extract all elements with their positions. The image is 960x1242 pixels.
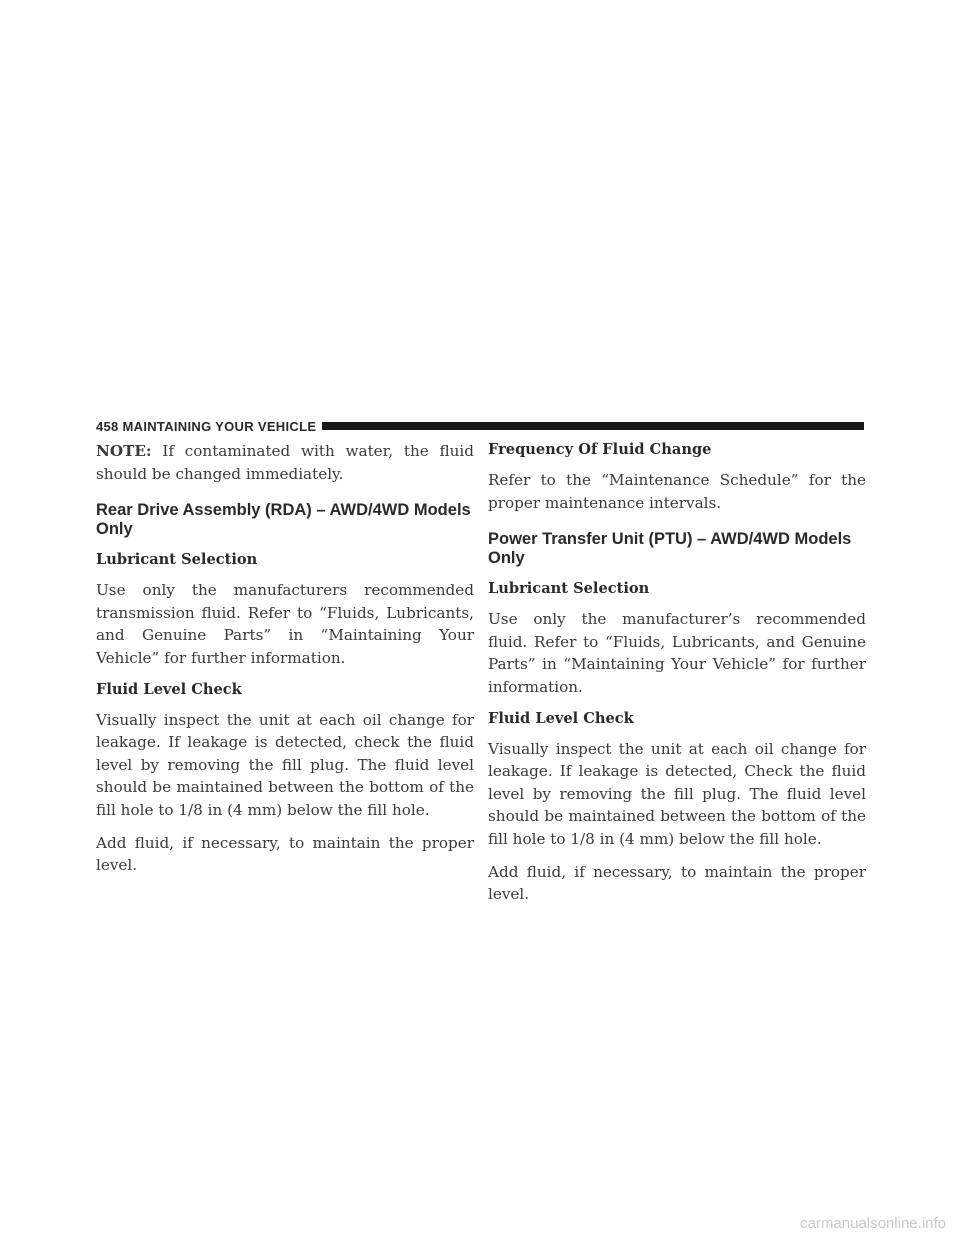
header-rule [322, 422, 864, 430]
note-paragraph [96, 440, 474, 485]
frequency-text: Refer to the “Maintenance Schedule” for the proper maintenance intervals. [488, 471, 866, 512]
watermark: carmanualsonline.info [800, 1215, 946, 1232]
right-column [488, 440, 866, 916]
ptu-fluid-check-text: Visually inspect the unit at each oil change for leakage. If leakage is detected, Check the fluid level by removing the fill plug. The fluid level should be maintained between the bottom of the fill hole to 1/8 in (4 mm) below the fill hole. [488, 739, 866, 848]
ptu-fluid-check-heading: Fluid Level Check [488, 709, 634, 727]
note-label: NOTE: [96, 442, 152, 460]
rda-fluid-check-text: Visually inspect the unit at each oil change for leakage. If leakage is detected, check the fluid level by removing the fill plug. The fluid level should be maintained between the bottom of the fill hole to 1/8 in (4 mm) below the fill hole. [96, 710, 474, 819]
rda-lubricant-heading: Lubricant Selection [96, 551, 258, 569]
rda-lubricant-text: Use only the manufacturers recommended transmission fluid. Refer to “Fluids, Lubricants, and Genuine Parts” in “Maintaining Your Vehicle” for further information. [96, 581, 474, 667]
note-text: If contaminated with water, the fluid should be changed immediately. [96, 442, 474, 483]
rda-heading: Rear Drive Assembly (RDA) – AWD/4WD Models Only [96, 501, 471, 539]
page-header [96, 418, 864, 434]
rda-fluid-check-heading: Fluid Level Check [96, 680, 242, 698]
ptu-lubricant-heading: Lubricant Selection [488, 580, 650, 598]
ptu-add-fluid-text: Add fluid, if necessary, to maintain the proper level. [488, 862, 866, 904]
left-column [96, 440, 474, 887]
frequency-heading: Frequency Of Fluid Change [488, 441, 712, 458]
rda-add-fluid-text: Add fluid, if necessary, to maintain the proper level. [96, 833, 474, 875]
ptu-heading: Power Transfer Unit (PTU) – AWD/4WD Models Only [488, 530, 852, 568]
page-number-section-title: 458 MAINTAINING YOUR VEHICLE [96, 418, 317, 434]
ptu-lubricant-text: Use only the manufacturer’s recommended fluid. Refer to “Fluids, Lubricants, and Genuine Parts” in “Maintaining Your Vehicle” for further information. [488, 610, 866, 696]
